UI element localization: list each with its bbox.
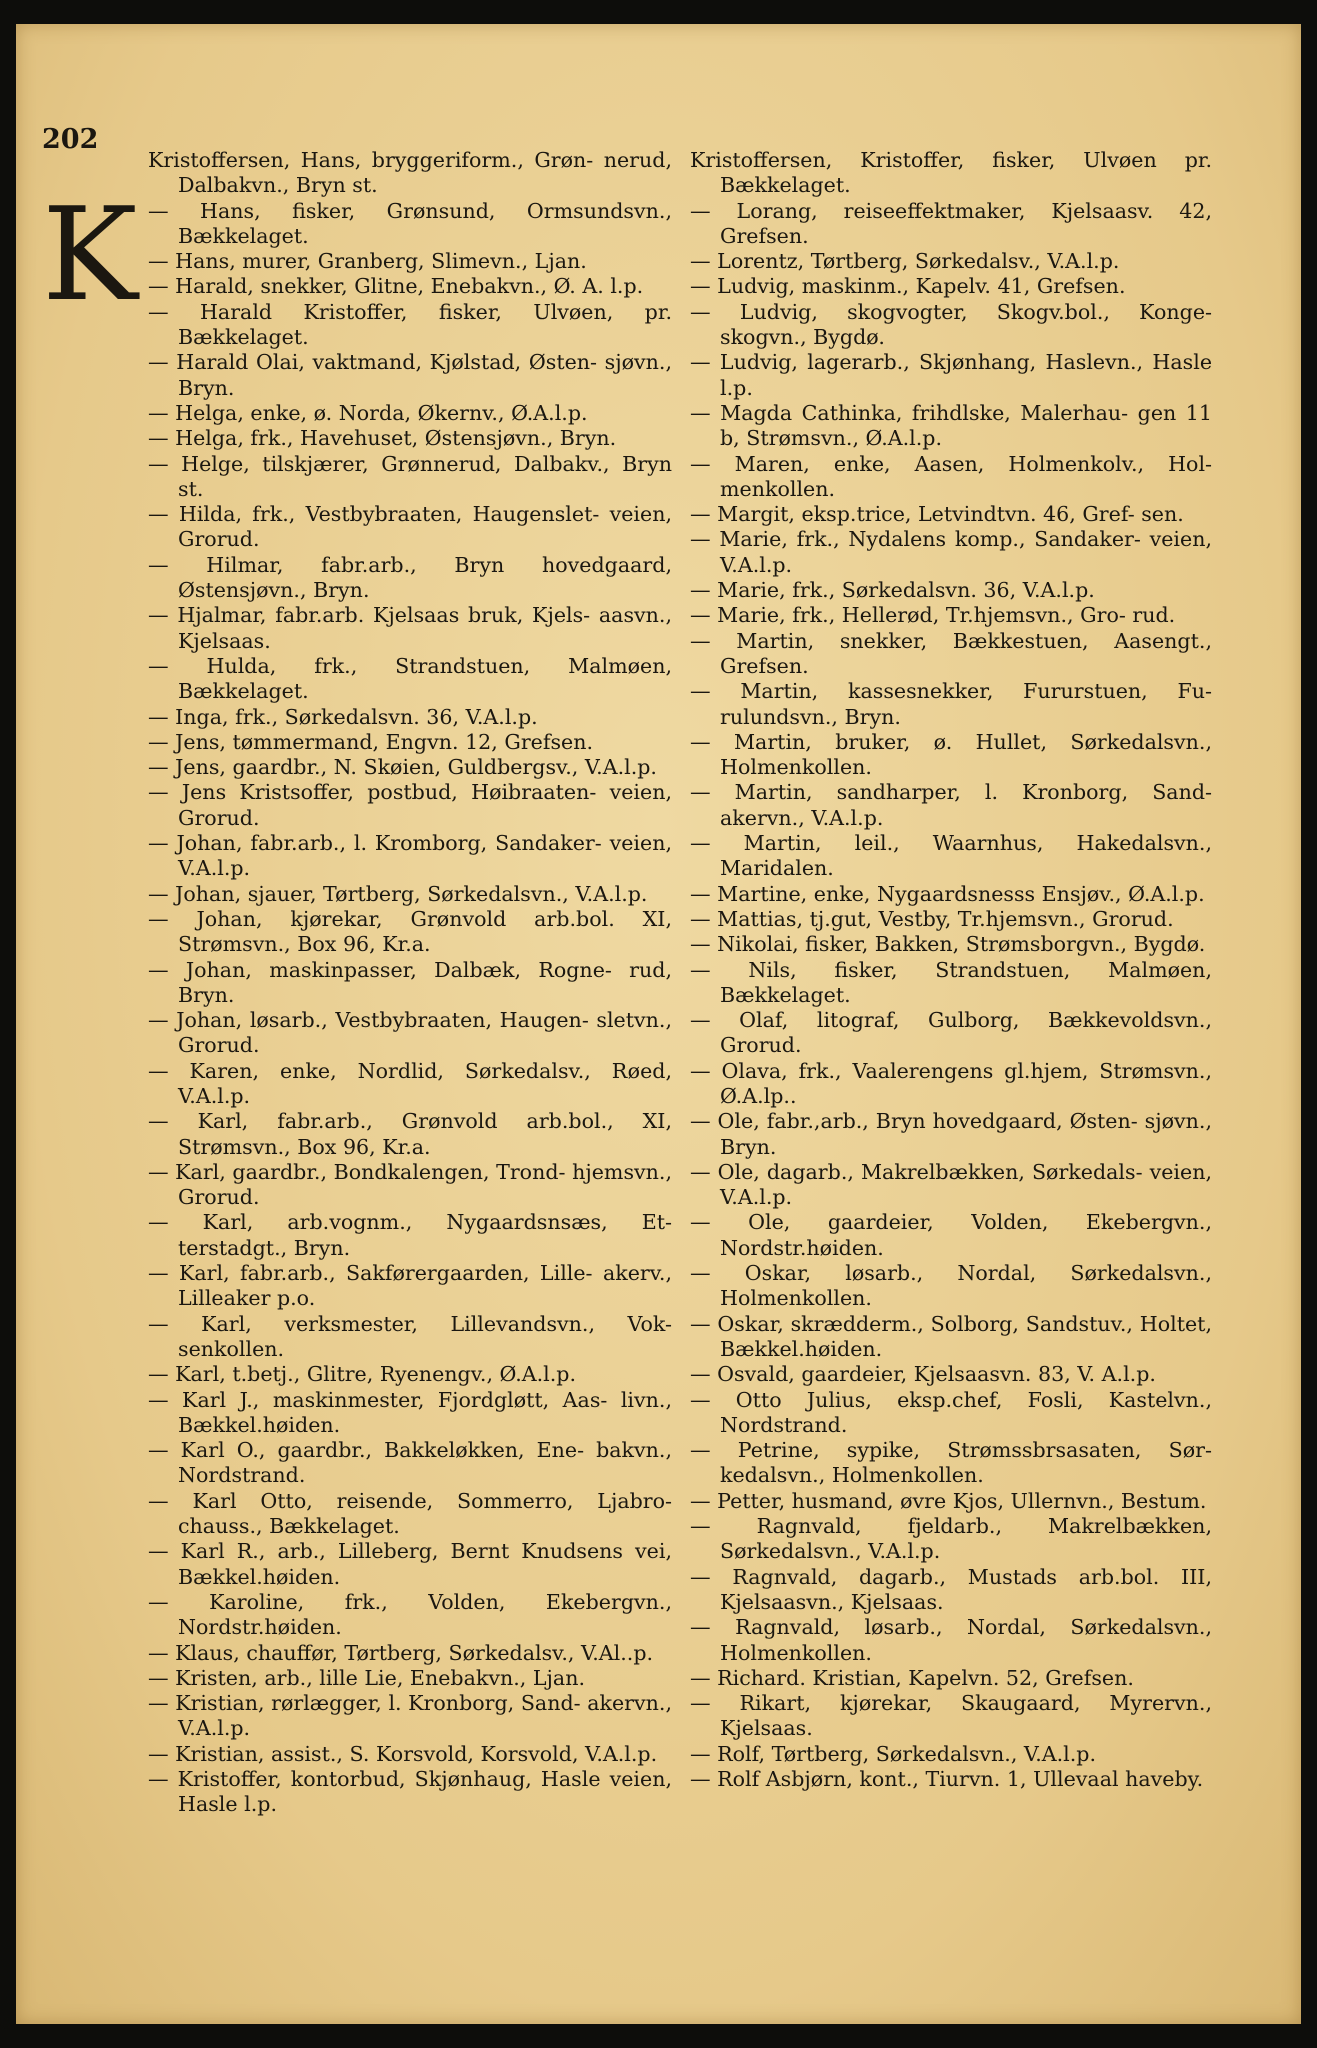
section-letter: K — [42, 181, 138, 330]
directory-entry — [690, 452, 1212, 503]
entry-line: pr. Bækkelaget. — [720, 148, 1212, 198]
directory-entry — [148, 452, 672, 503]
directory-entry — [690, 1362, 1212, 1387]
entry-line: rulundsvn., Bryn. — [720, 704, 901, 729]
entry-line: — Margit, eksp.trice, Letvindtvn. 46, Gref- — [690, 502, 1135, 527]
directory-entry — [690, 1742, 1212, 1767]
entry-line: — Petter, husmand, øvre Kjos, Ullernvn., — [690, 1488, 1115, 1513]
directory-entry — [690, 730, 1212, 781]
entry-line: Grorud. — [1092, 906, 1174, 931]
entry-line: — Inga, frk., Sørkedalsvn. 36, V.A.l.p. — [148, 704, 538, 729]
directory-entry — [690, 780, 1212, 831]
entry-line: Bækkelaget. — [720, 982, 851, 1007]
entry-line: — Johan, maskinpasser, Dalbæk, Rogne- — [148, 957, 612, 982]
entry-line: V.Al..p. — [580, 1640, 654, 1665]
entry-line: — Karl, fabr.arb., Grønvold arb.bol., XI, — [148, 1109, 672, 1134]
entry-line: Nordstr.høiden. — [720, 1235, 884, 1260]
directory-entry — [148, 502, 672, 553]
directory-entry — [690, 1514, 1212, 1565]
entry-line: Bryn. — [559, 426, 617, 451]
directory-entry — [148, 401, 672, 426]
entry-line: — Petrine, sypike, Strømssbrsasaten, Sør- — [690, 1438, 1212, 1463]
directory-entry — [148, 553, 672, 604]
entry-line: — Olava, frk., Vaalerengens gl.hjem, — [690, 1058, 1089, 1083]
entry-line: Holtet, Bækkel.høiden. — [720, 1311, 1212, 1361]
entry-line: — Martin, bruker, ø. Hullet, Sørkedalsvn., — [690, 729, 1212, 754]
entry-line: — Ole, gaardeier, Volden, Ekebergvn., — [690, 1210, 1212, 1235]
entry-line: — Marie, frk., Sørkedalsvn. 36, V.A.l.p. — [690, 578, 1095, 603]
directory-entry — [148, 1742, 672, 1767]
entry-line: sen. — [1141, 502, 1184, 527]
entry-line: — Johan, kjørekar, Grønvold arb.bol. XI, — [148, 906, 672, 931]
directory-entry — [148, 1059, 672, 1110]
entry-line: — Ludvig, lagerarb., Skjønhang, Haslevn., — [690, 350, 1144, 375]
entry-line: — Johan, fabr.arb., l. Kromborg, Sandaker- — [148, 831, 602, 856]
entry-line: akervn., V.A.l.p. — [720, 805, 884, 830]
entry-line: — Kristoffer, kontorbud, Skjønhaug, Hasle — [148, 1767, 601, 1791]
entry-line: — Maren, enke, Aasen, Holmenkolv., Hol- — [690, 451, 1212, 476]
entry-line: Bækkelaget. — [178, 679, 309, 704]
entry-line: — Otto Julius, eksp.chef, Fosli, Kastelvn., — [690, 1387, 1212, 1412]
directory-entry — [148, 1539, 672, 1590]
directory-entry — [690, 300, 1212, 351]
entry-line: — Kristen, arb., lille Lie, Enebakvn., Ljan. — [148, 1665, 586, 1690]
entry-line: Bryn st. — [178, 451, 673, 501]
directory-entry — [690, 199, 1212, 250]
directory-entry — [690, 1008, 1212, 1059]
directory-entry — [148, 1666, 672, 1691]
directory-entry — [690, 1059, 1212, 1110]
directory-entry — [148, 199, 672, 250]
directory-entry — [690, 1261, 1212, 1312]
entry-line: hjemsvn., Grorud. — [178, 1159, 673, 1210]
entry-line: rud, Bryn. — [178, 957, 673, 1007]
entry-line: — Olaf, litograf, Gulborg, Bækkevoldsvn., — [690, 1008, 1212, 1033]
entry-line: kedalsvn., Holmenkollen. — [720, 1463, 984, 1488]
entry-line: — Oskar, skrædderm., Solborg, Sandstuv., — [690, 1311, 1133, 1336]
entry-line: Ø.A.l.p. — [1128, 881, 1205, 906]
entry-line: — Jens Kristsoffer, postbud, Høibraaten- — [148, 780, 597, 805]
entry-line: — Ragnvald, fjeldarb., Makrelbækken, — [690, 1514, 1212, 1539]
entry-line: — Nils, fisker, Strandstuen, Malmøen, — [690, 957, 1212, 982]
entry-line: — Karl, gaardbr., Bondkalengen, Trond- — [148, 1159, 566, 1184]
directory-entry — [690, 502, 1212, 527]
directory-entry — [148, 1641, 672, 1666]
directory-entry — [690, 1160, 1212, 1211]
directory-entry — [690, 274, 1212, 299]
directory-entry — [148, 1210, 672, 1261]
entry-line: — Lorang, reiseeffektmaker, Kjelsaasv. 42, — [690, 198, 1212, 223]
entry-line: — Oskar, løsarb., Nordal, Sørkedalsvn., — [690, 1261, 1212, 1286]
entry-line: Bestum. — [1120, 1488, 1207, 1513]
entry-line: aasvn., Kjelsaas. — [178, 603, 673, 653]
entry-line: sletvn., Grorud. — [178, 1008, 673, 1058]
entry-line: Hasle l.p. — [720, 350, 1213, 400]
entry-line: Nordstrand. — [720, 1412, 848, 1437]
directory-entry — [690, 1312, 1212, 1363]
entry-line: — Karoline, frk., Volden, Ekebergvn., — [148, 1589, 672, 1614]
entry-line: Maridalen. — [720, 856, 834, 881]
directory-entry — [148, 1008, 672, 1059]
directory-entry — [690, 1210, 1212, 1261]
directory-entry — [148, 907, 672, 958]
entry-line: — Karl J., maskinmester, Fjordgløtt, Aas- — [148, 1387, 608, 1412]
directory-entry — [148, 426, 672, 451]
directory-entry — [148, 350, 672, 401]
directory-entry — [690, 1388, 1212, 1439]
entry-line: — Hulda, frk., Strandstuen, Malmøen, — [148, 653, 672, 678]
directory-entry — [690, 958, 1212, 1009]
entry-line: rud. — [1132, 603, 1176, 628]
entry-line: — Hans, fisker, Grønsund, Ormsundsvn., — [148, 198, 672, 223]
directory-entry — [148, 1767, 672, 1818]
directory-entry — [148, 654, 672, 705]
entry-line: Nordstr.høiden. — [178, 1615, 342, 1640]
directory-entry — [690, 882, 1212, 907]
directory-entry — [690, 1615, 1212, 1666]
directory-entry — [148, 780, 672, 831]
entry-line: — Rolf, Tørtberg, Sørkedalsvn., V.A.l.p. — [690, 1741, 1097, 1766]
entry-line: Holmenkollen. — [720, 1286, 872, 1311]
directory-entry — [690, 1565, 1212, 1616]
entry-line: — Jens, tømmermand, Engvn. 12, Grefsen. — [148, 729, 594, 754]
directory-entry — [148, 1312, 672, 1363]
directory-entry — [148, 730, 672, 755]
entry-line: Strømsvn., Box 96, Kr.a. — [178, 932, 431, 957]
entry-line: akerv., Lilleaker p.o. — [178, 1261, 673, 1311]
entry-line: A. l.p. — [582, 274, 644, 299]
entry-line: Sørkedalsvn., V.A.l.p. — [720, 1539, 941, 1564]
directory-entry — [148, 1438, 672, 1489]
entry-line: haveby. — [1125, 1767, 1204, 1791]
entry-line: livn., Bækkel.høiden. — [178, 1387, 672, 1437]
entry-line: terstadgt., Bryn. — [178, 1235, 351, 1260]
entry-line: Kjelsaasvn., Kjelsaas. — [720, 1589, 944, 1614]
entry-line: Grefsen. — [720, 653, 809, 678]
entry-line: A.l.p. — [1101, 1362, 1156, 1387]
entry-line: — Karl, t.betj., Glitre, Ryenengv., Ø.A.l.p. — [148, 1362, 577, 1387]
entry-line: — Marie, frk., Nydalens komp., Sandaker- — [690, 527, 1141, 552]
entry-line: Kjelsaas. — [720, 1716, 813, 1741]
entry-line: gen 11 b, Strømsvn., Ø.A.l.p. — [720, 400, 1213, 451]
directory-entry — [690, 907, 1212, 932]
directory-entry — [148, 274, 672, 299]
entry-line: — Rikart, kjørekar, Skaugaard, Myrervn., — [690, 1691, 1212, 1716]
entry-line: — Johan, løsarb., Vestbybraaten, Haugen- — [148, 1008, 589, 1033]
entry-line: — Ole, fabr.,arb., Bryn hovedgaard, Østen- — [690, 1109, 1138, 1134]
entry-line: — Martin, leil., Waarnhus, Hakedalsvn., — [690, 831, 1212, 856]
entry-line: akervn., V.A.l.p. — [178, 1691, 673, 1741]
entry-line: — Ludvig, maskinm., Kapelv. 41, Grefsen. — [690, 274, 1126, 299]
entry-line: — Kristian, assist., S. Korsvold, Korsvold, — [148, 1741, 579, 1766]
entry-line: — Harald, snekker, Glitne, Enebakvn., Ø. — [148, 274, 576, 299]
entry-line: Holmenkollen. — [720, 1640, 872, 1665]
directory-entry — [690, 1691, 1212, 1742]
entry-line: — Richard. Kristian, Kapelvn. 52, Grefsen. — [690, 1665, 1134, 1690]
entry-line: — Ludvig, skogvogter, Skogv.bol., Konge- — [690, 299, 1212, 324]
directory-entry — [690, 578, 1212, 603]
entry-line: — Mattias, tj.gut, Vestby, Tr.hjemsvn., — [690, 906, 1086, 931]
entry-line: veien, V.A.l.p. — [720, 527, 1213, 577]
entry-line: V.A.l.p. — [584, 755, 657, 780]
directory-entry — [148, 1388, 672, 1439]
directory-entry — [148, 1261, 672, 1312]
entry-line: — Hilda, frk., Vestbybraaten, Haugenslet- — [148, 502, 600, 527]
entry-line: veien, V.A.l.p. — [178, 831, 673, 881]
entry-line: — Ole, dagarb., Makrelbækken, Sørkedals- — [690, 1159, 1143, 1184]
directory-entry — [690, 350, 1212, 401]
entry-line: skogvn., Bygdø. — [720, 325, 885, 350]
entry-line: vei, Bækkel.høiden. — [178, 1539, 672, 1589]
directory-entry — [148, 831, 672, 882]
entry-line: — Klaus, chauffør, Tørtberg, Sørkedalsv., — [148, 1640, 575, 1665]
entry-line: veien, Grorud. — [178, 502, 673, 552]
entry-line: — Harald Olai, vaktmand, Kjølstad, Østen- — [148, 350, 598, 375]
entry-line: — Martin, sandharper, l. Kronborg, Sand- — [690, 780, 1212, 805]
directory-entry — [148, 705, 672, 730]
directory-entry — [690, 1767, 1212, 1792]
entry-line: Grorud. — [720, 1033, 802, 1058]
page-number: 202 — [42, 124, 99, 155]
entry-line: Holmenkollen. — [720, 755, 872, 780]
directory-entry — [148, 1109, 672, 1160]
directory-entry — [690, 401, 1212, 452]
right-column — [690, 148, 1212, 1792]
entry-line: V.A.l.p. — [585, 1741, 658, 1766]
entry-line: sjøvn., Bryn. — [720, 1109, 1212, 1159]
entry-line: — Ragnvald, dagarb., Mustads arb.bol. III, — [690, 1564, 1212, 1589]
entry-line: veien, V.A.l.p. — [720, 1159, 1212, 1210]
directory-entry — [690, 603, 1212, 628]
entry-line: bakvn., Nordstrand. — [178, 1438, 673, 1488]
entry-line: — Rolf Asbjørn, kont., Tiurvn. 1, Ullevaal — [690, 1767, 1119, 1791]
entry-line: — Hilmar, fabr.arb., Bryn hovedgaard, — [148, 552, 672, 577]
entry-line: — Martine, enke, Nygaardsnesss Ensjøv., — [690, 881, 1122, 906]
entry-line: nerud, Dalbakvn., Bryn st. — [178, 148, 672, 198]
directory-entry — [690, 1438, 1212, 1489]
entry-line: menkollen. — [720, 476, 836, 501]
entry-line: Bækkelaget. — [178, 223, 309, 248]
directory-entry — [148, 1362, 672, 1387]
directory-entry — [148, 1691, 672, 1742]
directory-entry — [690, 831, 1212, 882]
entry-line: Østensjøvn., Bryn. — [178, 578, 370, 603]
entry-line: — Karl O., gaardbr., Bakkeløkken, Ene- — [148, 1438, 585, 1463]
directory-entry — [148, 755, 672, 780]
directory-entry — [148, 603, 672, 654]
directory-entry — [148, 1489, 672, 1540]
directory-entry — [148, 882, 672, 907]
entry-line: — Karl Otto, reisende, Sommerro, Ljabro- — [148, 1488, 672, 1513]
directory-entry — [690, 249, 1212, 274]
entry-line: — Jens, gaardbr., N. Skøien, Guldbergsv., — [148, 755, 579, 780]
entry-line: sjøvn., Bryn. — [178, 350, 672, 400]
entry-line: — Hans, murer, Granberg, Slimevn., Ljan. — [148, 249, 587, 274]
directory-entry — [690, 148, 1212, 199]
directory-entry — [148, 148, 672, 199]
directory-entry — [148, 958, 672, 1009]
entry-line: — Hjalmar, fabr.arb. Kjelsaas bruk, Kjels- — [148, 603, 591, 628]
directory-entry — [148, 249, 672, 274]
entry-line: — Martin, snekker, Bækkestuen, Aasengt., — [690, 628, 1212, 653]
entry-line: — Osvald, gaardeier, Kjelsaasvn. 83, V. — [690, 1362, 1096, 1387]
entry-line: — Helga, enke, ø. Norda, Økernv., Ø.A.l.p. — [148, 400, 588, 425]
directory-entry — [148, 1590, 672, 1641]
entry-line: — Kristian, rørlægger, l. Kronborg, Sand- — [148, 1691, 581, 1716]
entry-line: veien, Hasle l.p. — [178, 1767, 673, 1817]
directory-entry — [690, 527, 1212, 578]
entry-line: — Helge, tilskjærer, Grønnerud, Dalbakv., — [148, 451, 610, 476]
directory-entry — [690, 1489, 1212, 1514]
entry-line: — Ragnvald, løsarb., Nordal, Sørkedalsvn., — [690, 1615, 1212, 1640]
entry-line: — Harald Kristoffer, fisker, Ulvøen, pr. — [148, 299, 672, 324]
entry-line: — Lorentz, Tørtberg, Sørkedalsv., V.A.l.p. — [690, 249, 1120, 274]
directory-entry — [690, 679, 1212, 730]
left-column — [148, 148, 672, 1818]
entry-line: — Karl, fabr.arb., Sakførergaarden, Lille- — [148, 1261, 593, 1286]
entry-line: Kristoffersen, Hans, bryggeriform., Grøn- — [148, 148, 594, 172]
entry-line: V.A.l.p. — [575, 881, 648, 906]
entry-line: chauss., Bækkelaget. — [178, 1514, 400, 1539]
entry-line: Strømsvn., Box 96, Kr.a. — [178, 1134, 431, 1159]
entry-line: — Karen, enke, Nordlid, Sørkedalsv., Røed, — [148, 1058, 672, 1083]
entry-line: — Martin, kassesnekker, Fururstuen, Fu- — [690, 679, 1212, 704]
entry-line: Bygdø. — [1133, 932, 1206, 957]
directory-entry — [690, 932, 1212, 957]
entry-line: Kristoffersen, Kristoffer, fisker, Ulvøen — [690, 148, 1157, 172]
entry-line: Bækkelaget. — [178, 325, 309, 350]
entry-line: — Helga, frk., Havehuset, Østensjøvn., — [148, 426, 554, 451]
directory-entry — [690, 1666, 1212, 1691]
entry-line: — Nikolai, fisker, Bakken, Strømsborgvn., — [690, 932, 1128, 957]
directory-page — [16, 24, 1301, 2024]
entry-line: veien, Grorud. — [178, 780, 673, 830]
directory-entry — [148, 1160, 672, 1211]
entry-line: — Marie, frk., Hellerød, Tr.hjemsvn., Gro- — [690, 603, 1126, 628]
entry-line: senkollen. — [178, 1336, 285, 1361]
directory-entry — [148, 300, 672, 351]
directory-entry — [690, 1109, 1212, 1160]
entry-line: Strømsvn., Ø.A.lp.. — [720, 1058, 1213, 1108]
entry-line: — Johan, sjauer, Tørtberg, Sørkedalsvn., — [148, 881, 569, 906]
entry-line: — Magda Cathinka, frihdlske, Malerhau- — [690, 400, 1129, 425]
entry-line: — Karl R., arb., Lilleberg, Bernt Knudsens — [148, 1539, 623, 1564]
entry-line: — Karl, verksmester, Lillevandsvn., Vok- — [148, 1311, 672, 1336]
entry-line: — Karl, arb.vognm., Nygaardsnsæs, Et- — [148, 1210, 672, 1235]
directory-entry — [690, 629, 1212, 680]
entry-line: Grefsen. — [720, 223, 809, 248]
entry-line: V.A.l.p. — [178, 1083, 251, 1108]
